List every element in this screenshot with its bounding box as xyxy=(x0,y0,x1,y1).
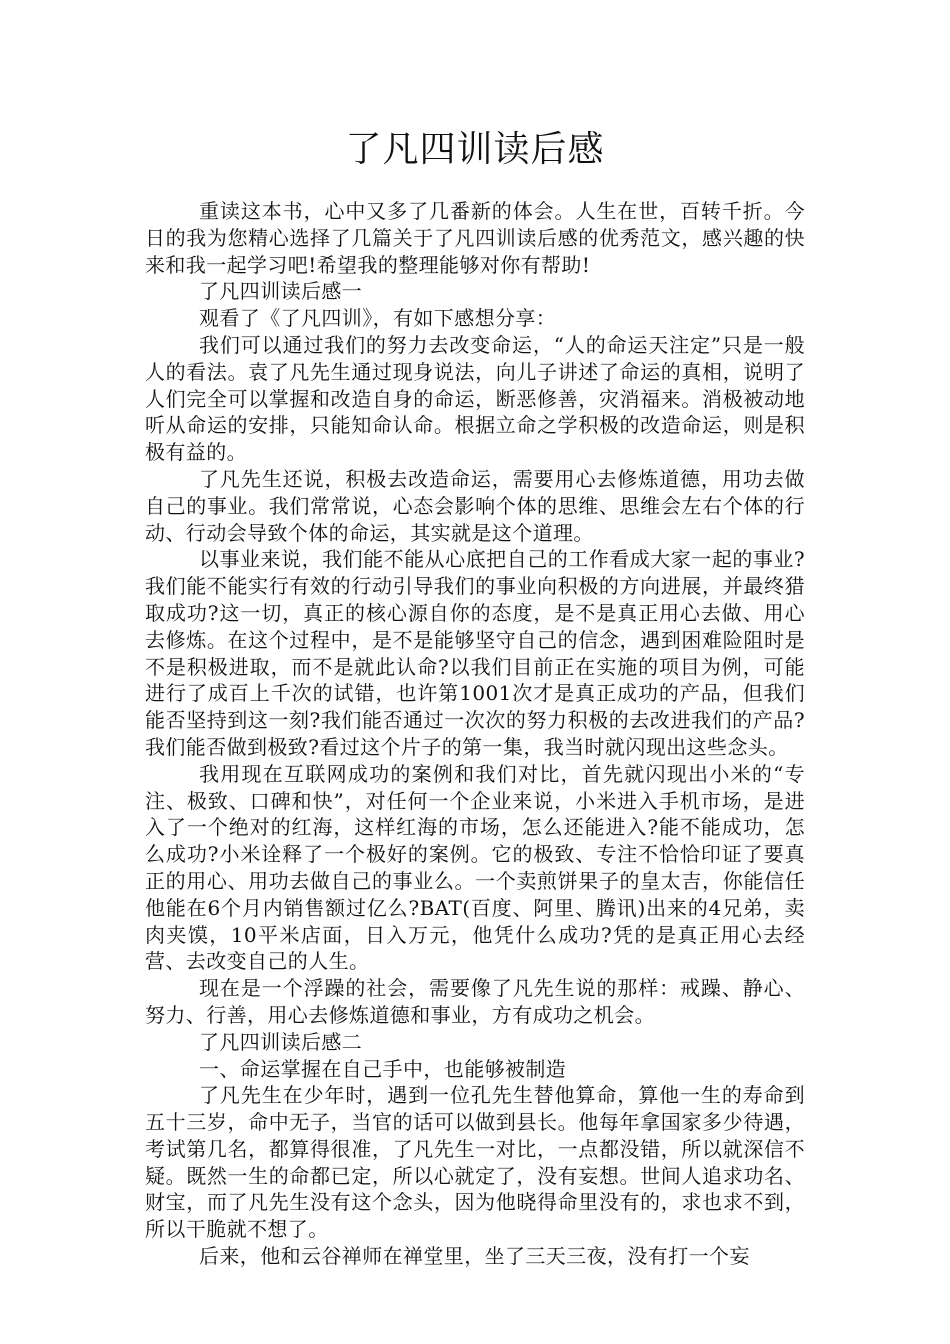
paragraph: 后来，他和云谷禅师在禅堂里，坐了三天三夜，没有打一个妄 xyxy=(199,1244,750,1269)
paragraph: 观看了《了凡四训》，有如下感想分享： xyxy=(199,306,557,331)
section-heading-2: 了凡四训读后感二 xyxy=(199,1029,363,1054)
paragraph: 我用现在互联网成功的案例和我们对比，首先就闪现出小米的“专注、极致、口碑和快”，对任何一个企业来说，小米进入手机市场，是进入了一个绝对的红海，这样红海的市场，怎么还能进入?能不能成功，怎么成功?小米诠释了一个极好的案例。它的极致、专注不恰恰印证了要真正的用心、用功去做自己的事业么。一个卖煎饼果子的皇太吉，你能信任他能在6个月内销售额过亿么?BAT(百度、阿里、腾讯)出来的4兄弟，卖肉夹馍，10平米店面，日入万元，他凭什么成功?凭的是真正用心去经营、去改变自己的人生。 xyxy=(145,761,805,974)
document-body xyxy=(145,198,805,1270)
paragraph: 了凡先生在少年时，遇到一位孔先生替他算命，算他一生的寿命到五十三岁，命中无子，当官的话可以做到县长。他每年拿国家多少待遇，考试第几名，都算得很准，了凡先生一对比，一点都没错，所以就深信不疑。既然一生的命都已定，所以心就定了，没有妄想。世间人追求功名、财宝，而了凡先生没有这个念头，因为他晓得命里没有的，求也求不到，所以干脆就不想了。 xyxy=(145,1083,805,1242)
document-title: 了凡四训读后感 xyxy=(345,129,605,170)
paragraph: 了凡先生还说，积极去改造命运，需要用心去修炼道德，用功去做自己的事业。我们常常说，心态会影响个体的思维、思维会左右个体的行动、行动会导致个体的命运，其实就是这个道理。 xyxy=(145,466,805,545)
paragraph: 现在是一个浮躁的社会，需要像了凡先生说的那样：戒躁、静心、努力、行善，用心去修炼道德和事业，方有成功之机会。 xyxy=(145,976,805,1027)
paragraph: 以事业来说，我们能不能从心底把自己的工作看成大家一起的事业?我们能不能实行有效的行动引导我们的事业向积极的方向进展，并最终猎取成功?这一切，真正的核心源自你的态度，是不是真正用心去做、用心去修炼。在这个过程中，是不是能够坚守自己的信念，遇到困难险阻时是不是积极进取，而不是就此认命?以我们目前正在实施的项目为例，可能进行了成百上千次的试错，也许第1001次才是真正成功的产品，但我们能否坚持到这一刻?我们能否通过一次次的努力积极的去改进我们的产品?我们能否做到极致?看过这个片子的第一集，我当时就闪现出这些念头。 xyxy=(145,547,805,759)
paragraph-intro: 重读这本书，心中又多了几番新的体会。人生在世，百转千折。今日的我为您精心选择了几篇关于了凡四训读后感的优秀范文，感兴趣的快来和我一起学习吧!希望我的整理能够对你有帮助! xyxy=(145,199,805,277)
paragraph: 我们可以通过我们的努力去改变命运，“人的命运天注定”只是一般人的看法。袁了凡先生通过现身说法，向儿子讲述了命运的真相，说明了人们完全可以掌握和改造自身的命运，断恶修善，灾消福来。消极被动地听从命运的安排，只能知命认命。根据立命之学积极的改造命运，则是积极有益的。 xyxy=(145,332,805,465)
subheading: 一、命运掌握在自己手中，也能够被制造 xyxy=(199,1056,567,1081)
section-heading-1: 了凡四训读后感一 xyxy=(199,279,363,304)
